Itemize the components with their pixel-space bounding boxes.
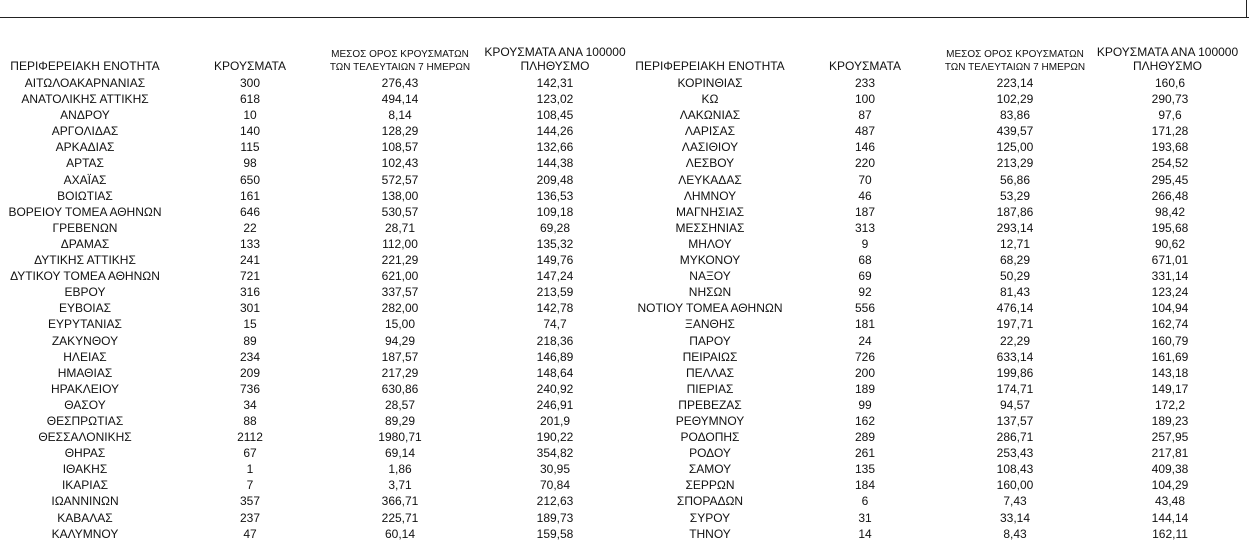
table-row: [0, 284, 1249, 300]
left-region-cell: ΔΥΤΙΚΗΣ ΑΤΤΙΚΗΣ: [34, 253, 136, 268]
left-region-cell: ΔΥΤΙΚΟΥ ΤΟΜΕΑ ΑΘΗΝΩΝ: [10, 269, 160, 284]
right-avg-cell: 50,29: [999, 269, 1031, 284]
right-per100k-cell: 98,42: [1154, 204, 1186, 219]
left-region-cell: ΙΘΑΚΗΣ: [62, 462, 108, 477]
right-region-cell: ΠΡΕΒΕΖΑΣ: [678, 397, 742, 412]
right-region-cell: ΝΑΞΟΥ: [689, 269, 731, 284]
table-row: [0, 349, 1249, 365]
left-avg-cell: 282,00: [381, 301, 419, 316]
left-avg-cell: 1,86: [388, 462, 412, 477]
left-per100k-cell: 149,76: [536, 253, 574, 268]
right-region-cell: ΣΑΜΟΥ: [688, 462, 732, 477]
left-per100k-cell: 212,63: [536, 494, 574, 509]
left-cases-cell: 10: [243, 108, 257, 123]
left-cases-cell: 357: [239, 494, 261, 509]
right-cases-cell: 68: [858, 253, 872, 268]
right-cases-cell: 289: [854, 430, 876, 445]
left-region-cell: ΒΟΡΕΙΟΥ ΤΟΜΕΑ ΑΘΗΝΩΝ: [8, 204, 162, 219]
right-cases-cell: 200: [854, 365, 876, 380]
header-avg-text: [945, 48, 1085, 74]
right-cases-cell: 100: [854, 92, 876, 107]
left-per100k-cell: 190,22: [536, 430, 574, 445]
right-avg-cell: 56,86: [999, 172, 1031, 187]
right-region-cell: ΠΕΙΡΑΙΩΣ: [682, 349, 738, 364]
left-per100k-cell: 159,58: [536, 526, 574, 541]
left-per100k-cell: 147,24: [536, 269, 574, 284]
left-region-cell: ΘΗΡΑΣ: [64, 446, 106, 461]
right-per100k-cell: 162,11: [1152, 526, 1188, 541]
left-per100k-cell: 132,66: [536, 140, 574, 155]
right-avg-cell: 476,14: [996, 301, 1034, 316]
header-per100k-line1: ΚΡΟΥΣΜΑΤΑ ΑΝΑ 100000: [484, 45, 626, 60]
table-row: [0, 75, 1249, 91]
left-avg-cell: 221,29: [381, 253, 419, 268]
header-avg-right: [935, 40, 1095, 74]
header-per100k-text: [484, 46, 625, 74]
table-row: [0, 445, 1249, 461]
table-row: [0, 204, 1249, 220]
table-row: [0, 510, 1249, 526]
top-rule: [0, 17, 1249, 18]
right-avg-cell: 187,86: [996, 204, 1034, 219]
right-per100k-cell: 290,73: [1151, 92, 1189, 107]
right-cases-cell: 6: [861, 494, 869, 509]
left-per100k-cell: 240,92: [536, 381, 574, 396]
right-per100k-cell: 171,28: [1151, 124, 1189, 139]
right-per100k-cell: 43,48: [1154, 494, 1186, 509]
left-region-cell: ΑΝΔΡΟΥ: [60, 108, 110, 123]
left-avg-cell: 28,57: [384, 397, 416, 412]
left-region-cell: ΙΩΑΝΝΙΝΩΝ: [51, 494, 119, 509]
right-cases-cell: 187: [854, 204, 876, 219]
right-cases-cell: 220: [854, 156, 876, 171]
right-per100k-cell: 160,79: [1151, 333, 1189, 348]
left-region-cell: ΗΜΑΘΙΑΣ: [57, 365, 113, 380]
right-avg-cell: 125,00: [996, 140, 1034, 155]
right-cases-cell: 92: [858, 285, 872, 300]
right-region-cell: ΛΕΣΒΟΥ: [685, 156, 735, 171]
right-per100k-cell: 161,69: [1151, 349, 1189, 364]
left-avg-cell: 494,14: [381, 92, 419, 107]
left-region-cell: ΖΑΚΥΝΘΟΥ: [51, 333, 119, 348]
right-region-cell: ΜΗΛΟΥ: [688, 236, 732, 251]
left-region-cell: ΚΑΛΥΜΝΟΥ: [51, 526, 119, 541]
right-region-cell: ΠΑΡΟΥ: [689, 333, 731, 348]
right-region-cell: ΛΕΥΚΑΔΑΣ: [678, 172, 742, 187]
left-region-cell: ΑΡΓΟΛΙΔΑΣ: [51, 124, 119, 139]
right-avg-cell: 83,86: [999, 108, 1031, 123]
left-avg-cell: 187,57: [381, 349, 419, 364]
left-cases-cell: 300: [239, 76, 261, 90]
left-per100k-cell: 69,28: [539, 220, 571, 235]
right-per100k-cell: 143,18: [1151, 365, 1189, 380]
left-cases-cell: 34: [243, 397, 257, 412]
right-region-cell: ΚΩ: [701, 92, 719, 107]
right-cases-cell: 87: [858, 108, 872, 123]
left-avg-cell: 89,29: [384, 413, 416, 428]
right-avg-cell: 22,29: [999, 333, 1031, 348]
left-avg-cell: 572,57: [381, 172, 419, 187]
left-avg-cell: 28,71: [384, 220, 416, 235]
left-cases-cell: 67: [243, 446, 257, 461]
left-avg-cell: 225,71: [381, 510, 419, 525]
right-per100k-cell: 162,74: [1151, 317, 1189, 332]
left-region-cell: ΘΕΣΣΑΛΟΝΙΚΗΣ: [38, 430, 132, 445]
right-region-cell: ΡΟΔΟΥ: [689, 446, 731, 461]
left-avg-cell: 3,71: [388, 478, 412, 493]
left-cases-cell: 301: [239, 301, 261, 316]
right-region-cell: ΜΑΓΝΗΣΙΑΣ: [675, 204, 745, 219]
header-avg-text: [330, 48, 470, 74]
table-row: [0, 220, 1249, 236]
right-per100k-cell: 671,01: [1151, 253, 1189, 268]
header-avg-line2: ΤΩΝ ΤΕΛΕΥΤΑΙΩΝ 7 ΗΜΕΡΩΝ: [329, 62, 471, 73]
left-per100k-cell: 144,26: [536, 124, 574, 139]
table-row: [0, 236, 1249, 252]
right-cases-cell: 726: [854, 349, 876, 364]
corner-rule: [1246, 0, 1247, 17]
right-region-cell: ΣΥΡΟΥ: [689, 510, 731, 525]
left-cases-cell: 98: [243, 156, 257, 171]
right-avg-cell: 160,00: [996, 478, 1034, 493]
right-cases-cell: 9: [861, 236, 869, 251]
right-avg-cell: 53,29: [999, 188, 1031, 203]
right-avg-cell: 68,29: [999, 253, 1031, 268]
left-region-cell: ΑΙΤΩΛΟΑΚΑΡΝΑΝΙΑΣ: [24, 76, 146, 90]
left-region-cell: ΑΡΚΑΔΙΑΣ: [55, 140, 115, 155]
right-per100k-cell: 90,62: [1154, 236, 1186, 251]
right-cases-cell: 70: [858, 172, 872, 187]
left-per100k-cell: 148,64: [536, 365, 574, 380]
right-per100k-cell: 193,68: [1151, 140, 1189, 155]
header-per100k-left: [475, 40, 635, 74]
right-per100k-cell: 254,52: [1151, 156, 1189, 171]
right-cases-cell: 181: [854, 317, 876, 332]
data-table: [0, 75, 1249, 542]
table-row: [0, 155, 1249, 171]
left-cases-cell: 721: [239, 269, 261, 284]
left-per100k-cell: 209,48: [536, 172, 574, 187]
header-avg-line2: ΤΩΝ ΤΕΛΕΥΤΑΙΩΝ 7 ΗΜΕΡΩΝ: [944, 62, 1086, 73]
left-avg-cell: 366,71: [381, 494, 419, 509]
right-region-cell: ΞΑΝΘΗΣ: [685, 317, 735, 332]
left-avg-cell: 1980,71: [378, 430, 422, 445]
header-cases-text: ΚΡΟΥΣΜΑΤΑ: [214, 59, 286, 74]
right-avg-cell: 108,43: [996, 462, 1034, 477]
left-cases-cell: 237: [239, 510, 261, 525]
header-cases-text: ΚΡΟΥΣΜΑΤΑ: [829, 59, 901, 74]
left-region-cell: ΕΥΒΟΙΑΣ: [58, 301, 112, 316]
right-cases-cell: 24: [858, 333, 872, 348]
right-avg-cell: 213,29: [996, 156, 1034, 171]
right-cases-cell: 69: [858, 269, 872, 284]
left-cases-cell: 89: [243, 333, 257, 348]
left-per100k-cell: 74,7: [543, 317, 567, 332]
left-per100k-cell: 142,31: [536, 76, 574, 90]
right-per100k-cell: 189,23: [1151, 413, 1189, 428]
left-cases-cell: 646: [239, 204, 261, 219]
right-cases-cell: 135: [854, 462, 876, 477]
right-cases-cell: 189: [854, 381, 876, 396]
header-region-right: [615, 40, 805, 74]
table-row: [0, 91, 1249, 107]
right-region-cell: ΜΥΚΟΝΟΥ: [679, 253, 741, 268]
left-avg-cell: 621,00: [381, 269, 419, 284]
right-avg-cell: 286,71: [996, 430, 1034, 445]
right-avg-cell: 94,57: [999, 397, 1031, 412]
left-region-cell: ΕΥΡΥΤΑΝΙΑΣ: [48, 317, 122, 332]
right-cases-cell: 46: [858, 188, 872, 203]
table-row: [0, 188, 1249, 204]
right-avg-cell: 174,71: [996, 381, 1034, 396]
left-per100k-cell: 70,84: [539, 478, 571, 493]
header-per100k-line2: ΠΛΗΘΥΣΜΟ: [520, 59, 590, 74]
left-avg-cell: 15,00: [384, 317, 416, 332]
left-per100k-cell: 144,38: [536, 156, 574, 171]
left-avg-cell: 94,29: [384, 333, 416, 348]
table-row: [0, 477, 1249, 493]
left-avg-cell: 60,14: [384, 526, 416, 541]
right-cases-cell: 146: [854, 140, 876, 155]
right-cases-cell: 14: [858, 526, 872, 541]
right-avg-cell: 137,57: [996, 413, 1034, 428]
left-avg-cell: 128,29: [381, 124, 419, 139]
left-region-cell: ΘΕΣΠΡΩΤΙΑΣ: [46, 413, 124, 428]
right-cases-cell: 556: [854, 301, 876, 316]
right-region-cell: ΠΕΛΛΑΣ: [685, 365, 735, 380]
left-cases-cell: 133: [239, 236, 261, 251]
right-avg-cell: 102,29: [996, 92, 1034, 107]
header-region-text: ΠΕΡΙΦΕΡΕΙΑΚΗ ΕΝΟΤΗΤΑ: [635, 59, 785, 74]
left-region-cell: ΘΑΣΟΥ: [64, 397, 106, 412]
left-region-cell: ΗΡΑΚΛΕΙΟΥ: [50, 381, 120, 396]
right-avg-cell: 293,14: [996, 220, 1034, 235]
right-per100k-cell: 104,94: [1151, 301, 1189, 316]
right-region-cell: ΛΑΣΙΘΙΟΥ: [681, 140, 739, 155]
right-region-cell: ΠΙΕΡΙΑΣ: [686, 381, 734, 396]
right-per100k-cell: 195,68: [1151, 220, 1189, 235]
right-region-cell: ΛΗΜΝΟΥ: [683, 188, 737, 203]
header-cases-left: [200, 40, 300, 74]
header-avg-line1: ΜΕΣΟΣ ΟΡΟΣ ΚΡΟΥΣΜΑΤΩΝ: [331, 49, 469, 60]
left-region-cell: ΑΧΑΪΑΣ: [63, 172, 107, 187]
left-per100k-cell: 354,82: [536, 446, 574, 461]
right-cases-cell: 261: [854, 446, 876, 461]
left-avg-cell: 69,14: [384, 446, 416, 461]
left-cases-cell: 15: [243, 317, 257, 332]
table-row: [0, 172, 1249, 188]
header-region-left: [0, 40, 170, 74]
left-per100k-cell: 30,95: [539, 462, 571, 477]
table-row: [0, 333, 1249, 349]
header-per100k-right: [1090, 40, 1245, 74]
right-per100k-cell: 160,6: [1154, 76, 1186, 90]
left-per100k-cell: 189,73: [536, 510, 574, 525]
right-region-cell: ΝΟΤΙΟΥ ΤΟΜΕΑ ΑΘΗΝΩΝ: [637, 301, 783, 316]
left-per100k-cell: 201,9: [539, 413, 571, 428]
right-avg-cell: 439,57: [996, 124, 1034, 139]
header-cases-right: [815, 40, 915, 74]
table-row: [0, 300, 1249, 316]
left-cases-cell: 22: [243, 220, 257, 235]
right-per100k-cell: 257,95: [1151, 430, 1189, 445]
right-per100k-cell: 144,14: [1151, 510, 1189, 525]
right-per100k-cell: 217,81: [1151, 446, 1189, 461]
right-avg-cell: 197,71: [996, 317, 1034, 332]
right-region-cell: ΛΑΡΙΣΑΣ: [684, 124, 736, 139]
right-per100k-cell: 266,48: [1151, 188, 1189, 203]
right-cases-cell: 233: [854, 76, 876, 90]
left-region-cell: ΚΑΒΑΛΑΣ: [57, 510, 113, 525]
right-per100k-cell: 331,14: [1151, 269, 1189, 284]
left-cases-cell: 161: [239, 188, 261, 203]
left-per100k-cell: 136,53: [536, 188, 574, 203]
left-region-cell: ΗΛΕΙΑΣ: [63, 349, 107, 364]
right-region-cell: ΣΠΟΡΑΔΩΝ: [676, 494, 744, 509]
right-avg-cell: 81,43: [999, 285, 1031, 300]
left-cases-cell: 1: [246, 462, 254, 477]
right-avg-cell: 7,43: [1003, 494, 1027, 509]
right-per100k-cell: 97,6: [1158, 108, 1182, 123]
left-region-cell: ΒΟΙΩΤΙΑΣ: [57, 188, 113, 203]
header-per100k-text: [1097, 46, 1238, 74]
table-row: [0, 413, 1249, 429]
left-region-cell: ΑΡΤΑΣ: [66, 156, 104, 171]
left-cases-cell: 115: [240, 140, 260, 155]
left-cases-cell: 234: [239, 349, 261, 364]
table-row: [0, 493, 1249, 509]
right-avg-cell: 12,71: [999, 236, 1031, 251]
right-avg-cell: 253,43: [996, 446, 1034, 461]
left-avg-cell: 108,57: [381, 140, 419, 155]
header-avg-left: [320, 40, 480, 74]
left-cases-cell: 47: [243, 526, 257, 541]
right-region-cell: ΚΟΡΙΝΘΙΑΣ: [677, 76, 743, 90]
right-region-cell: ΝΗΣΩΝ: [688, 285, 732, 300]
left-cases-cell: 7: [246, 478, 254, 493]
table-row: [0, 461, 1249, 477]
left-cases-cell: 88: [243, 413, 257, 428]
left-cases-cell: 209: [239, 365, 261, 380]
left-avg-cell: 138,00: [381, 188, 419, 203]
right-per100k-cell: 104,29: [1151, 478, 1189, 493]
left-region-cell: ΙΚΑΡΙΑΣ: [61, 478, 109, 493]
table-row: [0, 397, 1249, 413]
right-per100k-cell: 295,45: [1151, 172, 1189, 187]
left-avg-cell: 102,43: [381, 156, 419, 171]
left-avg-cell: 630,86: [381, 381, 419, 396]
header-per100k-line2: ΠΛΗΘΥΣΜΟ: [1132, 59, 1203, 74]
left-cases-cell: 736: [239, 381, 261, 396]
right-cases-cell: 99: [858, 397, 872, 412]
left-cases-cell: 650: [239, 172, 261, 187]
right-cases-cell: 487: [854, 124, 876, 139]
left-region-cell: ΔΡΑΜΑΣ: [60, 236, 110, 251]
right-region-cell: ΛΑΚΩΝΙΑΣ: [679, 108, 741, 123]
left-per100k-cell: 135,32: [536, 236, 574, 251]
right-region-cell: ΜΕΣΣΗΝΙΑΣ: [675, 220, 745, 235]
right-per100k-cell: 123,24: [1151, 285, 1189, 300]
right-cases-cell: 313: [854, 220, 876, 235]
table-row: [0, 429, 1249, 445]
left-per100k-cell: 109,18: [536, 204, 574, 219]
right-avg-cell: 223,14: [996, 76, 1034, 90]
left-per100k-cell: 142,78: [536, 301, 574, 316]
left-avg-cell: 112,00: [382, 236, 418, 251]
right-avg-cell: 633,14: [996, 349, 1034, 364]
right-per100k-cell: 172,2: [1154, 397, 1186, 412]
right-region-cell: ΡΕΘΥΜΝΟΥ: [675, 413, 745, 428]
right-per100k-cell: 149,17: [1151, 381, 1189, 396]
right-per100k-cell: 409,38: [1151, 462, 1189, 477]
table-row: [0, 316, 1249, 332]
right-region-cell: ΤΗΝΟΥ: [689, 526, 731, 541]
table-row: [0, 268, 1249, 284]
left-cases-cell: 316: [239, 285, 261, 300]
table-row: [0, 526, 1249, 542]
right-cases-cell: 31: [858, 510, 872, 525]
left-cases-cell: 140: [239, 124, 261, 139]
left-cases-cell: 618: [239, 92, 261, 107]
left-per100k-cell: 146,89: [536, 349, 574, 364]
table-row: [0, 252, 1249, 268]
table-row: [0, 123, 1249, 139]
left-region-cell: ΕΒΡΟΥ: [64, 285, 106, 300]
left-per100k-cell: 123,02: [536, 92, 574, 107]
left-per100k-cell: 213,59: [536, 285, 574, 300]
header-region-text: ΠΕΡΙΦΕΡΕΙΑΚΗ ΕΝΟΤΗΤΑ: [10, 59, 160, 74]
table-row: [0, 365, 1249, 381]
left-avg-cell: 337,57: [381, 285, 419, 300]
left-cases-cell: 2112: [237, 430, 263, 445]
right-cases-cell: 162: [854, 413, 876, 428]
header-per100k-line1: ΚΡΟΥΣΜΑΤΑ ΑΝΑ 100000: [1096, 45, 1239, 60]
header-avg-line1: ΜΕΣΟΣ ΟΡΟΣ ΚΡΟΥΣΜΑΤΩΝ: [946, 49, 1084, 60]
left-cases-cell: 241: [239, 253, 261, 268]
left-avg-cell: 530,57: [381, 204, 419, 219]
left-per100k-cell: 108,45: [536, 108, 574, 123]
left-region-cell: ΓΡΕΒΕΝΩΝ: [52, 220, 118, 235]
left-avg-cell: 276,43: [381, 76, 419, 90]
left-per100k-cell: 218,36: [536, 333, 574, 348]
left-per100k-cell: 246,91: [536, 397, 574, 412]
table-row: [0, 107, 1249, 123]
right-avg-cell: 8,43: [1003, 526, 1027, 541]
table-row: [0, 139, 1249, 155]
table-row: [0, 381, 1249, 397]
left-avg-cell: 217,29: [381, 365, 419, 380]
left-avg-cell: 8,14: [388, 108, 412, 123]
right-avg-cell: 199,86: [996, 365, 1034, 380]
right-region-cell: ΡΟΔΟΠΗΣ: [680, 430, 740, 445]
right-avg-cell: 33,14: [999, 510, 1031, 525]
left-region-cell: ΑΝΑΤΟΛΙΚΗΣ ΑΤΤΙΚΗΣ: [21, 92, 149, 107]
right-cases-cell: 184: [854, 478, 876, 493]
right-region-cell: ΣΕΡΡΩΝ: [685, 478, 735, 493]
